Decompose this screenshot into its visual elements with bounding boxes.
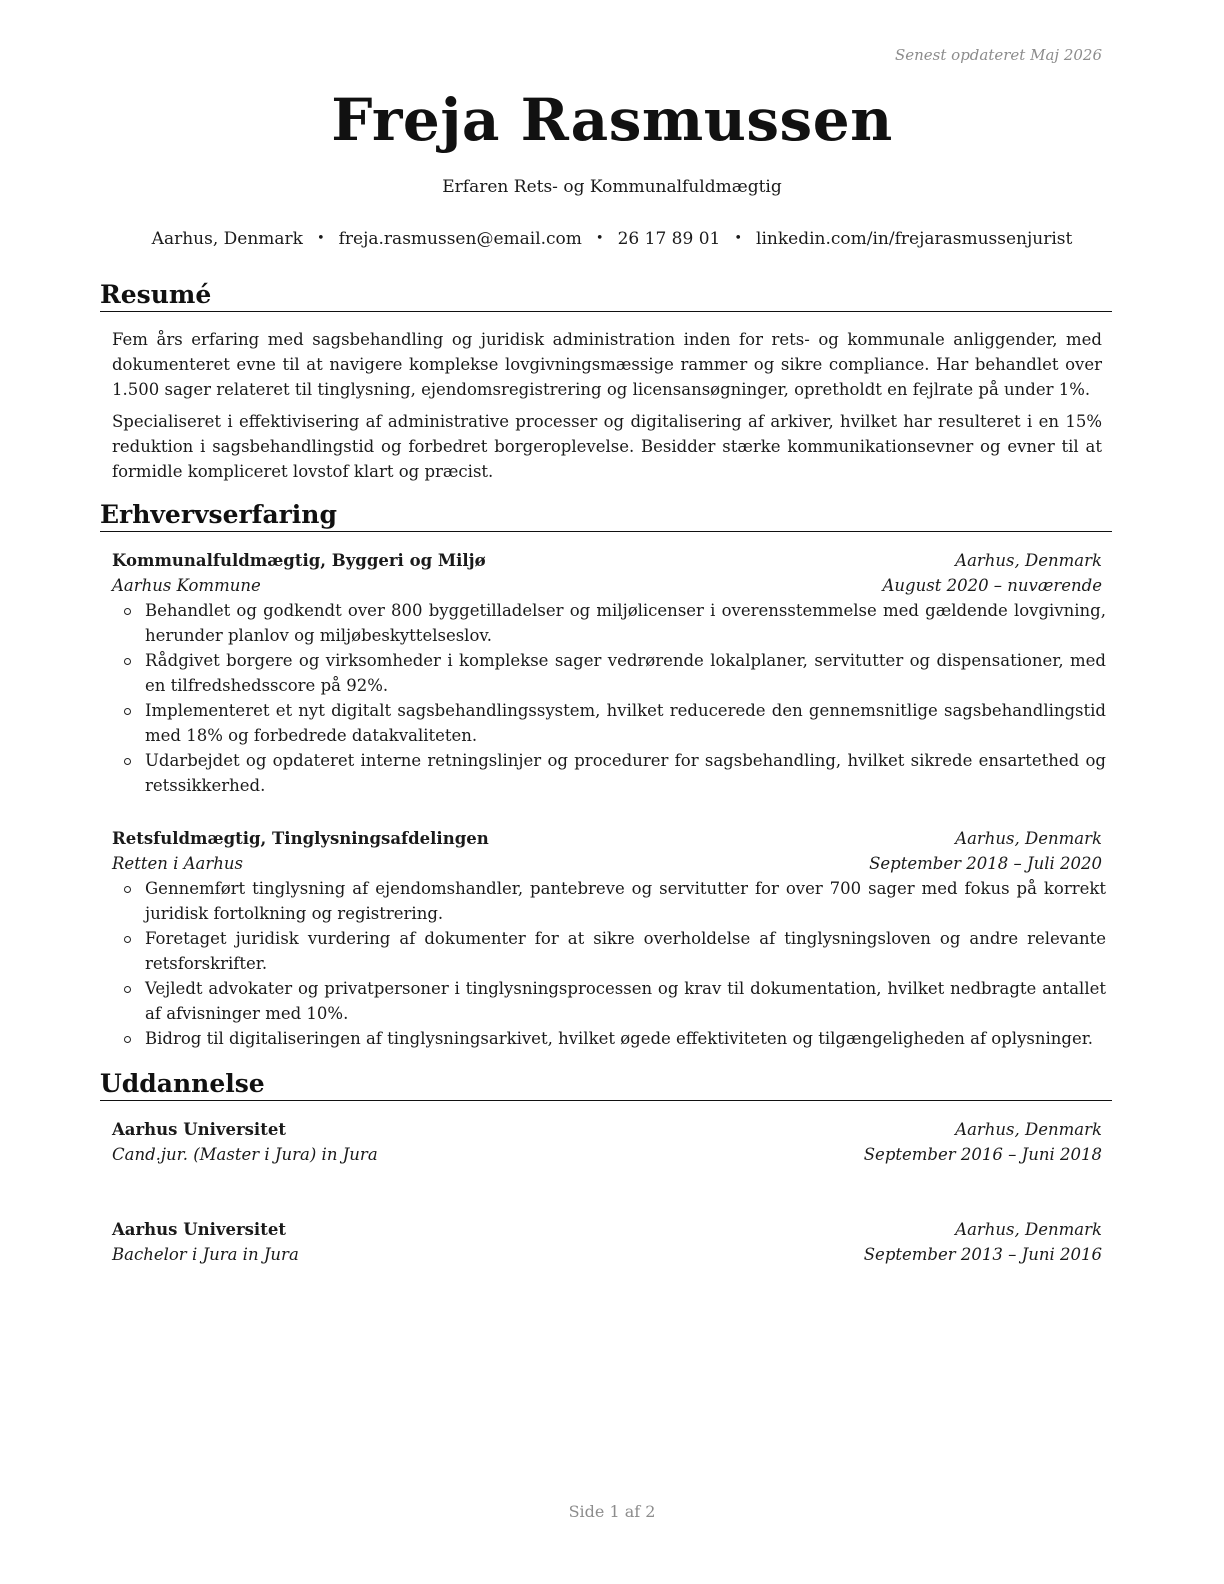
- education-location: Aarhus, Denmark: [955, 1120, 1102, 1139]
- job-bullet-list: [112, 876, 1106, 1051]
- list-item: Implementeret et nyt digitalt sagsbehandlingssystem, hvilket reducerede den gennemsnitlige sagsbehandlingstid med 18% og forbedrede datakvaliteten.: [112, 698, 1106, 748]
- contact-line: [0, 229, 1224, 249]
- job-dates: August 2020 – nuværende: [882, 576, 1102, 595]
- job-subheader: [112, 851, 1102, 876]
- candidate-tagline: Erfaren Rets- og Kommunalfuldmægtig: [442, 177, 782, 197]
- job-location: Aarhus, Denmark: [955, 551, 1102, 570]
- contact-location: Aarhus, Denmark: [151, 229, 303, 249]
- bullet-separator-icon: •: [316, 231, 325, 246]
- education-degree: Cand.jur. (Master i Jura) in Jura: [112, 1145, 378, 1164]
- job-dates: September 2018 – Juli 2020: [869, 854, 1102, 873]
- job-role: Kommunalfuldmægtig, Byggeri og Miljø: [112, 551, 486, 570]
- page-number: Side 1 af 2: [568, 1502, 656, 1521]
- contact-phone: 26 17 89 01: [617, 229, 721, 249]
- summary-paragraph: Specialiseret i effektivisering af administrative processer og digitalisering af arkiver, hvilket har resulteret i en 15% reduktion i sagsbehandlingstid og forbedret borgeroplevelse. Besidder stærke kommunikationsevner og evner til at formidle kompliceret lovstof klart og præcist.: [112, 412, 1102, 481]
- list-item: Vejledt advokater og privatpersoner i tinglysningsprocessen og krav til dokumentation, hvilket nedbragte antallet af afvisninger med 10%.: [112, 976, 1106, 1026]
- job-organization: Retten i Aarhus: [112, 854, 243, 873]
- education-degree: Bachelor i Jura in Jura: [112, 1245, 299, 1264]
- bullet-separator-icon: •: [595, 231, 604, 246]
- contact-linkedin[interactable]: linkedin.com/in/frejarasmussenjurist: [756, 229, 1073, 249]
- list-item: Bidrog til digitaliseringen af tinglysningsarkivet, hvilket øgede effektiviteten og tilgængeligheden af oplysninger.: [112, 1026, 1106, 1051]
- education-header: [112, 1217, 1102, 1242]
- list-item: Foretaget juridisk vurdering af dokumenter for at sikre overholdelse af tinglysningsloven og andre relevante retsforskrifter.: [112, 926, 1106, 976]
- job-role: Retsfuldmægtig, Tinglysningsafdelingen: [112, 829, 489, 848]
- section-title-experience: Erhvervserfaring: [100, 500, 1112, 532]
- education-header: [112, 1117, 1102, 1142]
- education-subheader: [112, 1142, 1102, 1192]
- education-school: Aarhus Universitet: [112, 1220, 286, 1239]
- section-title-summary: Resumé: [100, 280, 1112, 312]
- list-item: Gennemført tinglysning af ejendomshandler, pantebreve og servitutter for over 700 sager med fokus på korrekt juridisk fortolkning og registrering.: [112, 876, 1106, 926]
- job-subheader: [112, 573, 1102, 598]
- job-bullet-list: [112, 598, 1106, 798]
- education-dates: September 2016 – Juni 2018: [863, 1145, 1102, 1164]
- contact-email[interactable]: freja.rasmussen@email.com: [338, 229, 582, 249]
- job-location: Aarhus, Denmark: [955, 829, 1102, 848]
- last-updated-note: Senest opdateret Maj 2026: [894, 46, 1102, 64]
- list-item: Udarbejdet og opdateret interne retningslinjer og procedurer for sagsbehandling, hvilket sikrede ensartethed og retssikkerhed.: [112, 748, 1106, 798]
- list-item: Behandlet og godkendt over 800 byggetilladelser og miljølicenser i overensstemmelse med gældende lovgivning, herunder planlov og miljøbeskyttelseslov.: [112, 598, 1106, 648]
- bullet-separator-icon: •: [734, 231, 743, 246]
- section-title-education: Uddannelse: [100, 1069, 1112, 1101]
- list-item: Rådgivet borgere og virksomheder i komplekse sager vedrørende lokalplaner, servitutter og dispensationer, med en tilfredshedsscore på 92%.: [112, 648, 1106, 698]
- candidate-name: Freja Rasmussen: [331, 86, 893, 154]
- education-dates: September 2013 – Juni 2016: [863, 1245, 1102, 1264]
- job-organization: Aarhus Kommune: [112, 576, 261, 595]
- education-location: Aarhus, Denmark: [955, 1220, 1102, 1239]
- education-subheader: [112, 1242, 1102, 1292]
- job-header: [112, 548, 1102, 573]
- summary-paragraph: Fem års erfaring med sagsbehandling og juridisk administration inden for rets- og kommunale anliggender, med dokumenteret evne til at navigere komplekse lovgivningsmæssige rammer og sikre compliance. Har behandlet over 1.500 sager relateret til tinglysning, ejendomsregistrering og licensansøgninger, opretholdt en fejlrate på under 1%.: [112, 330, 1102, 399]
- job-header: [112, 826, 1102, 851]
- education-school: Aarhus Universitet: [112, 1120, 286, 1139]
